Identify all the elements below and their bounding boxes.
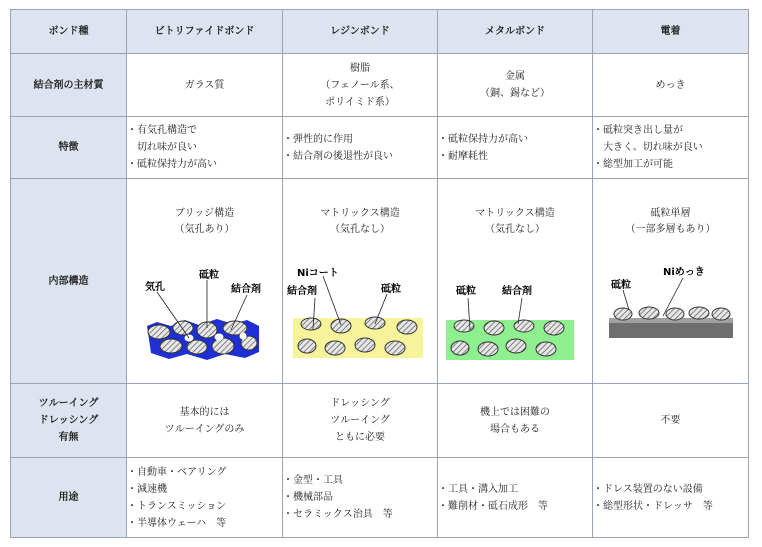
cell-line: ドレッシング	[330, 398, 390, 409]
material-resin	[283, 54, 438, 117]
caption-line: マトリックス構造	[320, 207, 400, 219]
cell-line: ・砥粒保持力が高い	[438, 133, 528, 145]
uses-metal	[438, 458, 593, 538]
electro-diagram	[593, 180, 748, 383]
header-metal: メタルボンド	[438, 10, 593, 54]
label-ni-plating: Niめっき	[663, 266, 705, 278]
row-label-line: ドレッシング	[38, 415, 99, 426]
cell-line: （フェノール系、	[320, 79, 400, 91]
structure-electro	[593, 179, 749, 384]
cell-line: めっき	[655, 79, 686, 91]
caption-line: （気孔あり）	[174, 223, 235, 235]
cell-line: ・減速機	[127, 483, 167, 495]
structure-row	[11, 179, 749, 384]
cell-line: ・工具・溝入加工	[438, 483, 518, 495]
cell-line: ・総型形状・ドレッサ 等	[593, 500, 713, 512]
metal-diagram	[438, 180, 592, 383]
resin-structure-illustration	[283, 180, 438, 383]
features-electro	[593, 117, 749, 179]
truing-resin	[283, 384, 438, 458]
header-row	[11, 10, 749, 54]
material-metal	[438, 54, 593, 117]
bond-comparison-table	[10, 9, 749, 538]
cell-line: ・難削材・砥石成形 等	[438, 500, 548, 512]
label-binder: 結合剤	[231, 283, 261, 295]
caption-line: ブリッジ構造	[174, 207, 235, 219]
cell-line: ・総型加工が可能	[593, 159, 673, 170]
label-grain: 砥粒	[199, 269, 219, 281]
caption-line: （一部多層もあり）	[625, 223, 716, 235]
cell-line: 不要	[660, 415, 681, 426]
row-label-truing	[11, 384, 127, 458]
row-label-structure: 内部構造	[11, 179, 127, 384]
uses-resin	[283, 458, 438, 538]
row-label-features: 特徴	[11, 117, 127, 179]
electro-structure-illustration	[593, 180, 749, 383]
cell-line: ・砥粒突き出し量が	[593, 125, 683, 136]
cell-line: ・ドレス装置のない設備	[593, 483, 703, 495]
uses-electro	[593, 458, 749, 538]
cell-line: ツルーイングのみ	[164, 423, 245, 435]
uses-row	[11, 458, 749, 538]
cell-line: ツルーイング	[330, 415, 390, 426]
features-vitrified	[127, 117, 283, 179]
label-pore: 気孔	[145, 281, 165, 293]
label-grain: 砥粒	[381, 283, 401, 295]
features-row	[11, 117, 749, 179]
structure-metal	[438, 179, 593, 384]
vitrified-structure-illustration	[127, 180, 283, 383]
structure-vitrified	[127, 179, 283, 384]
cell-line: ガラス質	[184, 79, 225, 91]
cell-line: ・セラミックス治具 等	[283, 509, 393, 520]
caption-line: （気孔なし）	[485, 223, 545, 235]
label-grain: 砥粒	[456, 285, 476, 297]
cell-line: ・耐摩耗性	[438, 150, 488, 162]
cell-line: 切れ味が良い	[127, 142, 197, 153]
cell-line: ともに必要	[335, 432, 385, 443]
cell-line: 大きく、切れ味が良い	[593, 142, 703, 153]
cell-line: ・半導体ウェーハ 等	[127, 517, 227, 529]
header-vitrified: ビトリファイドボンド	[127, 10, 283, 54]
caption-line: 砥粒単層	[650, 207, 691, 219]
cell-line: ・機械部品	[283, 492, 333, 503]
cell-line: 機上では困難の	[480, 406, 550, 418]
row-label-uses: 用途	[11, 458, 127, 538]
cell-line: ポリイミド系）	[325, 96, 395, 108]
cell-line: ・トランスミッション	[127, 500, 227, 512]
header-resin: レジンボンド	[283, 10, 438, 54]
cell-line: 場合もある	[490, 423, 540, 435]
header-corner: ボンド種	[11, 10, 127, 54]
caption-line: （気孔なし）	[330, 223, 390, 235]
truing-vitrified	[127, 384, 283, 458]
features-metal	[438, 117, 593, 179]
truing-metal	[438, 384, 593, 458]
caption-line: マトリックス構造	[475, 207, 555, 219]
cell-line: ・砥粒保持力が高い	[127, 159, 217, 170]
row-label-line: ツルーイング	[38, 398, 99, 409]
uses-vitrified	[127, 458, 283, 538]
structure-resin	[283, 179, 438, 384]
cell-line: ・弾性的に作用	[283, 133, 353, 145]
cell-line: 金属	[505, 71, 525, 82]
label-ni-coat: Niコート	[297, 267, 339, 279]
material-vitrified	[127, 54, 283, 117]
cell-line: ・有気孔構造で	[127, 125, 197, 136]
cell-line: ・自動車・ベアリング	[127, 466, 227, 478]
header-electro: 電着	[593, 10, 749, 54]
label-binder: 結合剤	[287, 285, 317, 297]
resin-diagram	[283, 180, 437, 383]
cell-line: （銅、錫など）	[480, 88, 550, 99]
material-electro	[593, 54, 749, 117]
row-label-line: 有無	[58, 432, 79, 443]
cell-line: ・結合剤の後退性が良い	[283, 150, 393, 162]
cell-line: 樹脂	[350, 62, 370, 74]
metal-structure-illustration	[438, 180, 593, 383]
label-grain: 砥粒	[611, 279, 631, 291]
vitrified-diagram	[127, 180, 282, 383]
features-resin	[283, 117, 438, 179]
label-binder: 結合剤	[502, 285, 532, 297]
truing-row	[11, 384, 749, 458]
material-row	[11, 54, 749, 117]
cell-line: ・金型・工具	[283, 475, 343, 486]
truing-electro	[593, 384, 749, 458]
row-label-material: 結合剤の主材質	[11, 54, 127, 117]
cell-line: 基本的には	[179, 406, 230, 418]
